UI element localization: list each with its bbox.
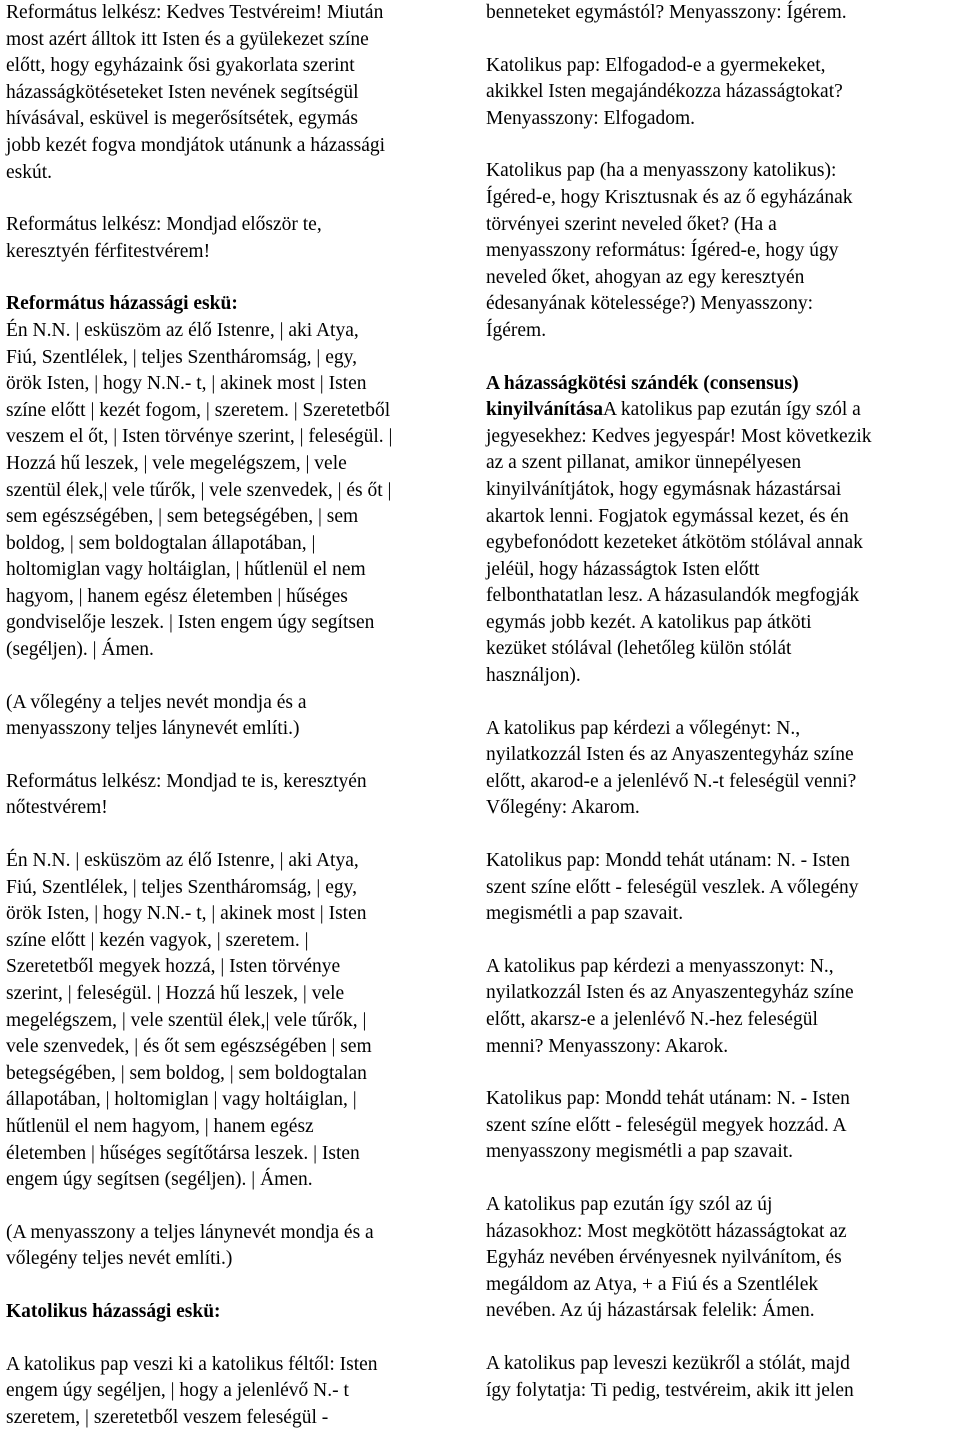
consensus-text: A katolikus pap ezután így szól a jegyesekhez: Kedves jegyespár! Most következik az a szent pillanat, amikor ünnepélyesen kinyilvánítjátok, hogy egymásnak házastársai akartok lenni. Fogjatok egymással kezet, és én egybefonódott kezeteket átkötöm stólával annak jeléül, hogy házasságtok Isten előtt felbonthatatlan lesz. A házasulandók megfogják egymás jobb kezét. A katolikus pap átköti kezüket stólával (lehetőleg külön stólát használjon). xyxy=(486,399,872,687)
upbringing-question: Katolikus pap (ha a menyasszony katolikus): Ígéred-e, hogy Krisztusnak és az ő egyházának törvényei szerint neveled őket? (Ha a menyasszony református: Ígéred-e, hogy úgy neveled őket, ahogyan az egy keresztyén édesanyának kötelessége?) Menyasszony: Ígérem. xyxy=(486,160,853,341)
groom-repeat: Katolikus pap: Mondd tehát utánam: N. - Isten szent színe előtt - feleségül veszlek. A vőlegény megismétli a pap szavait. xyxy=(486,850,859,925)
intro-paragraph: Református lelkész: Kedves Testvéreim! Miután most azért álltok itt Isten és a gyülekezet színe előtt, hogy egyházaink ősi gyakorlata szerint házasságkötéseteket Isten nevének segítségül hívásával, esküvel is megerősítsétek, egymás jobb kezét fogva mondjátok utánunk a házassági eskút. xyxy=(6,2,386,183)
bride-answer-continuation: benneteket egymástól? Menyasszony: Ígérem. xyxy=(486,2,847,23)
children-question: Katolikus pap: Elfogadod-e a gyermekeket, akikkel Isten megajándékozza házasságtokat? Menyasszony: Elfogadom. xyxy=(486,54,843,129)
groom-oath-text: Én N.N. | esküszöm az élő Istenre, | aki Atya, Fiú, Szentlélek, | teljes Szentháromság, | egy, örök Isten, | hogy N.N.- t, | akinek most | Isten színe előtt | kezét fogom, | szeretem. | Szeretetből veszem el őt, | Isten törvénye szerint, | feleségül. | Hozzá hű leszek, | vele megelégszem, | vele szentül élek,| vele tűrők, | vele szenvedek, | és őt | sem egészségében, | sem betegségében, | sem boldog, | sem boldogtalan állapotában, | holtomiglan vagy holtáiglan, | hűtlenül el nem hagyom, | hanem egész életemben | hűséges gondviselője leszek. | Isten engem úgy segítsen (segéljen). | Ámen. xyxy=(6,319,393,661)
groom-question: A katolikus pap kérdezi a vőlegényt: N., nyilatkozzál Isten és az Anyaszentegyház színe előtt, akarod-e a jelenlévő N.-t feleségül venni? Vőlegény: Akarom. xyxy=(486,717,857,819)
groom-oath-note: (A vőlegény a teljes nevét mondja és a menyasszony teljes lánynevét említi.) xyxy=(6,691,307,740)
catholic-oath-heading: Katolikus házassági eskü: xyxy=(6,1300,221,1322)
declaration-paragraph: A katolikus pap ezután így szól az új házasokhoz: Most megkötött házasságtokat az Egyház nevében érvényesnek nyilvánítom, és megáldom az Atya, + a Fiú és a Szentlélek nevében. Az új házastársak felelik: Ámen. xyxy=(486,1193,847,1322)
bride-repeat: Katolikus pap: Mondd tehát utánam: N. - Isten szent színe előtt - feleségül megyek hozzád. A menyasszony megismétli a pap szavait. xyxy=(486,1088,850,1163)
consensus-section xyxy=(486,371,952,690)
reformed-oath-heading: Református házassági eskü: xyxy=(6,293,238,315)
bride-question: A katolikus pap kérdezi a menyasszonyt: N., nyilatkozzál Isten és az Anyaszentegyház színe előtt, akarsz-e a jelenlévő N.-hez feleségül menni? Menyasszony: Akarok. xyxy=(486,955,854,1057)
left-column xyxy=(6,0,472,1431)
closing-paragraph: A katolikus pap leveszi kezükről a stólát, majd így folytatja: Ti pedig, testvéreim, akik itt jelen xyxy=(486,1352,854,1401)
bride-oath-text: Én N.N. | esküszöm az élő Istenre, | aki Atya, Fiú, Szentlélek, | teljes Szentháromság, | egy, örök Isten, | hogy N.N.- t, | akinek most | Isten színe előtt | kezén vagyok, | szeretem. | Szeretetből megyek hozzá, | Isten törvénye szerint, | feleségül. | Hozzá hű leszek, | vele megelégszem, | vele szentül élek,| vele tűrők, | vele szenvedek, | és őt sem egészségében | sem betegségében, | sem boldog, | sem boldogtalan állapotában, | holtomiglan | vagy holtáiglan, | hűtlenül el nem hagyom, | hanem egész életemben | hűséges segítőtársa leszek. | Isten engem úgy segítsen (segéljen). | Ámen. xyxy=(6,850,372,1191)
bride-oath-note: (A menyasszony a teljes lánynevét mondja és a vőlegény teljes nevét említi.) xyxy=(6,1221,374,1270)
reformed-pastor-prompt-bride: Református lelkész: Mondjad te is, keresztyén nőtestvérem! xyxy=(6,770,367,819)
catholic-oath-text: A katolikus pap veszi ki a katolikus féltől: Isten engem úgy segéljen, | hogy a jelenlévő N.- t szeretem, | szeretetből veszem feleségül - xyxy=(6,1353,378,1428)
consensus-heading: A házasságkötési szándék (consensus) kinyilvánítása xyxy=(486,372,799,421)
reformed-pastor-prompt-groom: Református lelkész: Mondjad először te, keresztyén férfitestvérem! xyxy=(6,214,322,262)
right-column xyxy=(486,0,952,1404)
